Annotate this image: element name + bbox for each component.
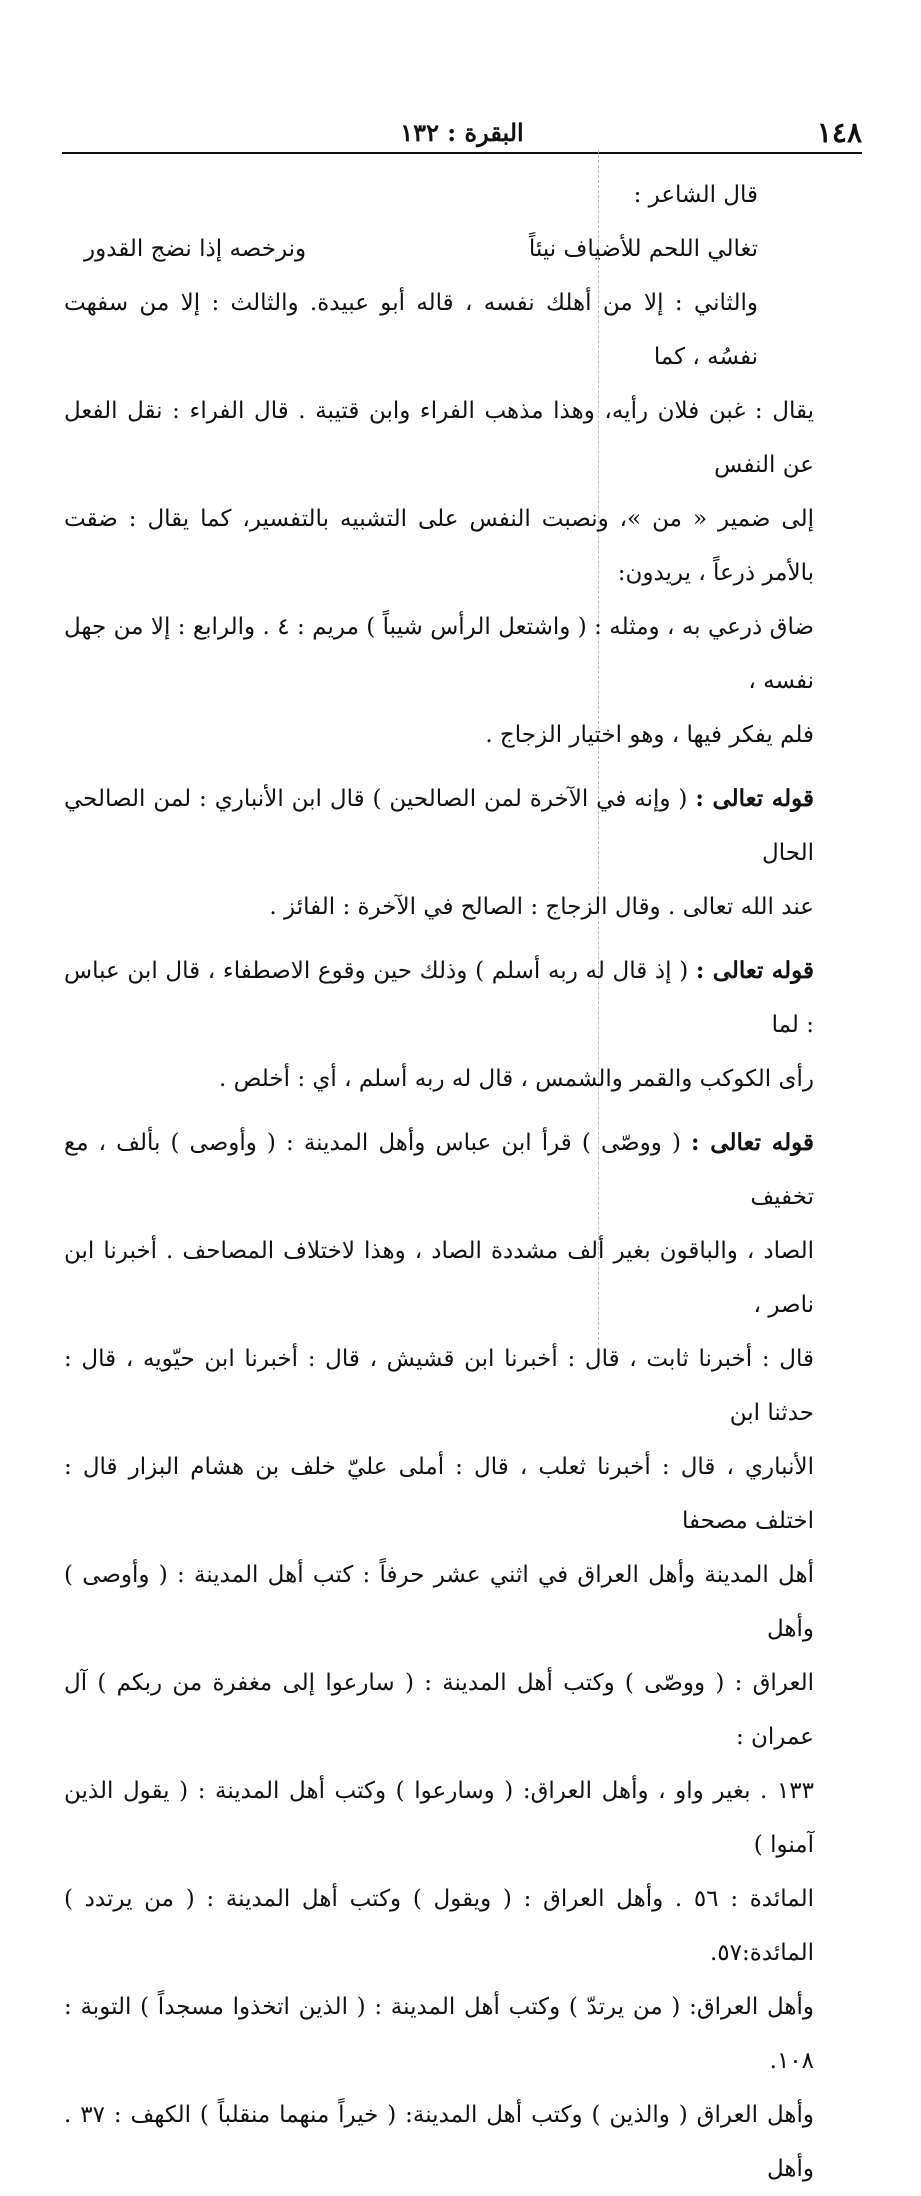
text-line [64,944,814,1052]
text-line [64,1116,814,1224]
text-span: ( إذ قال له ربه أسلم ) وذلك حين وقوع الاصطفاء ، قال ابن عباس : لما [64,958,814,1038]
text-line: وأهل العراق ( والذين ) وكتب أهل المدينة: ( خيراً منهما منقلباً ) الكهف : ٣٧ . وأهل [64,2102,815,2182]
text-line: المائدة : ٥٦ . وأهل العراق : ( ويقول ) وكتب أهل المدينة : ( من يرتدد ) المائدة:٥٧. [64,1886,814,1966]
text-line: ١٣٣ . بغير واو ، وأهل العراق: ( وسارعوا ) وكتب أهل المدينة : ( يقول الذين آمنوا ) [64,1778,814,1858]
text-line [64,772,814,880]
poem-second-hemistich: ونرخصه إذا نضج القدور [84,236,307,262]
text-line: ضاق ذرعي به ، ومثله : ( واشتعل الرأس شيباً ) مريم : ٤ . والرابع : إلا من جهل نفسه ، [64,614,814,694]
text-line: عند الله تعالى . وقال الزجاج : الصالح في الآخرة : الفائز . [269,894,814,920]
body-text [64,168,814,2196]
text-line: وأهل العراق: ( من يرتدّ ) وكتب أهل المدينة : ( الذين اتخذوا مسجداً ) التوبة : ١٠٨. [64,1994,814,2074]
text-line: الصاد ، والباقون بغير ألف مشددة الصاد ، وهذا لاختلاف المصاحف . أخبرنا ابن ناصر ، [64,1238,814,1318]
text-line: إلى ضمير « من »، ونصبت النفس على التشبيه بالتفسير، كما يقال : ضقت بالأمر ذرعاً ، يريدون: [64,506,814,586]
header-divider [62,152,862,154]
poem-first-hemistich: تغالي اللحم للأضياف نيئاً [528,236,758,262]
text-line: أهل المدينة وأهل العراق في اثني عشر حرفاً : كتب أهل المدينة : ( وأوصى ) وأهل [64,1562,814,1642]
paragraph-lead: قوله تعالى : [691,1129,814,1156]
text-line: العراق : ( ووصّى ) وكتب أهل المدينة : ( سارعوا إلى مغفرة من ربكم ) آل عمران : [64,1670,814,1750]
text-line: والثاني : إلا من أهلك نفسه ، قاله أبو عبيدة. والثالث : إلا من سفهت نفسُه ، كما [64,290,758,370]
poet-intro: قال الشاعر : [633,182,758,208]
text-span: ( وإنه في الآخرة لمن الصالحين ) قال ابن الأنباري : لمن الصالحي الحال [64,786,814,866]
paragraph-lead: قوله تعالى : [695,957,815,984]
paragraph-lead: قوله تعالى : [695,785,814,812]
text-span: ( ووصّى ) قرأ ابن عباس وأهل المدينة : ( وأوصى ) بألف ، مع تخفيف [64,1130,814,1210]
poem-verse [64,222,814,276]
page-header [62,112,862,152]
text-line: الأنباري ، قال : أخبرنا ثعلب ، قال : أملى عليّ خلف بن هشام البزار قال : اختلف مصحفا [64,1454,814,1534]
text-line: يقال : غبن فلان رأيه، وهذا مذهب الفراء وابن قتيبة . قال الفراء : نقل الفعل عن النفس [64,398,814,478]
page-number: ١٤٨ [816,115,862,149]
text-line: فلم يفكر فيها ، وهو اختيار الزجاج . [485,722,814,748]
running-title: البقرة : ١٣٢ [400,117,524,147]
text-line: رأى الكوكب والقمر والشمس ، قال له ربه أسلم ، أي : أخلص . [218,1066,814,1092]
text-line: قال : أخبرنا ثابت ، قال : أخبرنا ابن قشيش ، قال : أخبرنا ابن حيّويه ، قال : حدثنا ابن [64,1346,814,1426]
